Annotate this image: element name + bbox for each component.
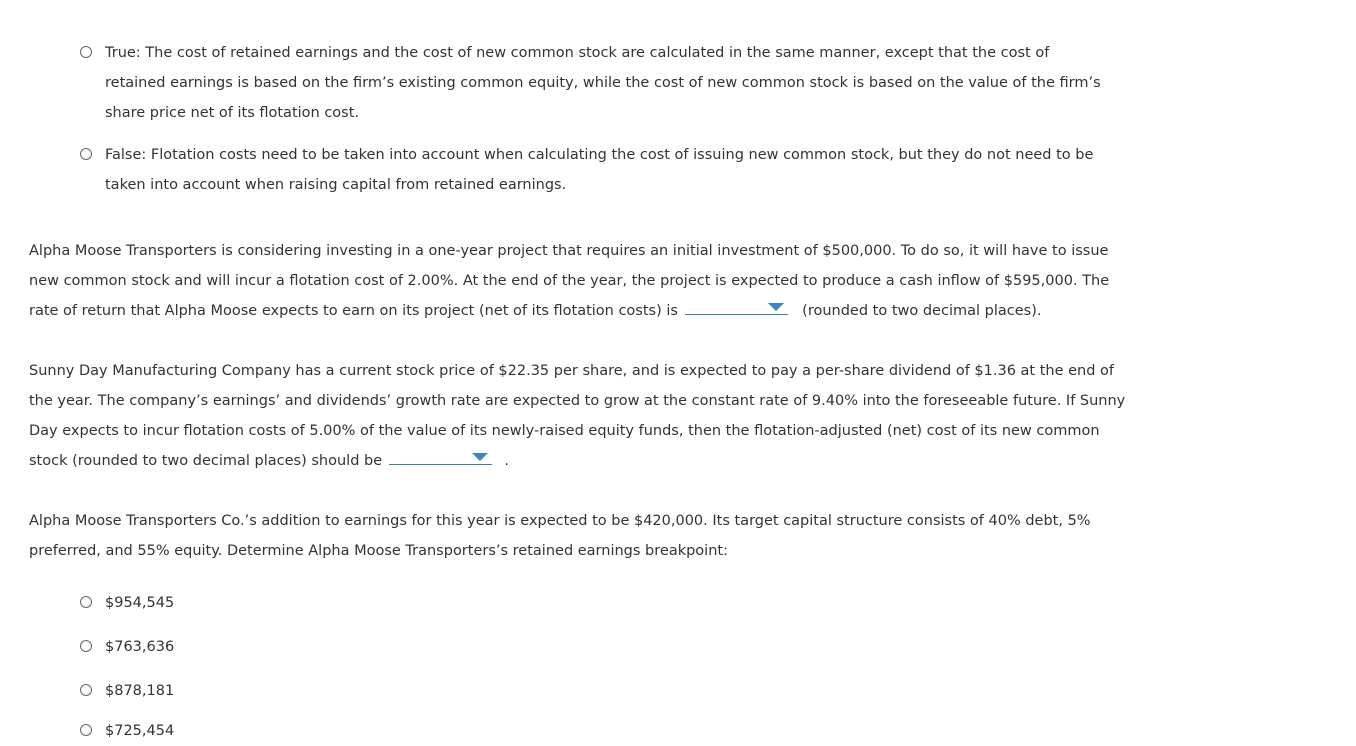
- option-false-text: [105, 140, 1093, 200]
- option-false-line-2: taken into account when raising capital from retained earnings.: [105, 177, 567, 193]
- alpha-moose-line-3-after: (rounded to two decimal places).: [802, 303, 1042, 319]
- alpha-moose-line-3: [29, 296, 1109, 326]
- option-true-line-2: retained earnings is based on the firm’s existing common equity, while the cost of new common stock is based on the value of the firm’s: [105, 75, 1101, 91]
- radio-button-false[interactable]: [80, 148, 92, 160]
- sunny-day-question: [29, 356, 1125, 476]
- retained-earnings-question: [29, 506, 1091, 566]
- net-cost-dropdown[interactable]: [389, 447, 492, 465]
- radio-button[interactable]: [80, 684, 92, 696]
- alpha-moose-line-1: Alpha Moose Transporters is considering investing in a one-year project that requires an initial investment of $500,000. To do so, it will have to issue: [29, 243, 1109, 259]
- sunny-day-line-1: Sunny Day Manufacturing Company has a current stock price of $22.35 per share, and is expected to pay a per-share dividend of $1.36 at the end of: [29, 363, 1115, 379]
- option-true-line-3: share price net of its flotation cost.: [105, 105, 360, 121]
- option-true-line-1: True: The cost of retained earnings and the cost of new common stock are calculated in the same manner, except that the cost of: [105, 45, 1050, 61]
- breakpoint-option-4-label: $725,454: [105, 723, 175, 739]
- sunny-day-line-3: Day expects to incur flotation costs of 5.00% of the value of its newly-raised equity funds, then the flotation-adjusted (net) cost of its new common: [29, 423, 1100, 439]
- radio-button[interactable]: [80, 640, 92, 652]
- option-true-text: [105, 38, 1101, 128]
- option-false-line-1: False: Flotation costs need to be taken into account when calculating the cost of issuing new common stock, but they do not need to be: [105, 147, 1094, 163]
- alpha-moose-question: [29, 236, 1109, 326]
- radio-button[interactable]: [80, 724, 92, 736]
- breakpoint-option-2-label: $763,636: [105, 639, 175, 655]
- chevron-down-icon[interactable]: [768, 303, 784, 311]
- alpha-moose-line-3-before: rate of return that Alpha Moose expects to earn on its project (net of its flotation costs) is: [29, 303, 678, 319]
- breakpoint-option-3-label: $878,181: [105, 683, 175, 699]
- sunny-day-line-2: the year. The company’s earnings’ and dividends’ growth rate are expected to grow at the constant rate of 9.40% into the foreseeable future. If Sunny: [29, 393, 1126, 409]
- radio-button-true[interactable]: [80, 46, 92, 58]
- sunny-day-line-4: [29, 446, 1125, 476]
- retained-earnings-line-1: Alpha Moose Transporters Co.’s addition to earnings for this year is expected to be $420,000. Its target capital structure consists of 40% debt, 5%: [29, 513, 1091, 529]
- chevron-down-icon[interactable]: [472, 453, 488, 461]
- sunny-day-line-4-before: stock (rounded to two decimal places) should be: [29, 453, 383, 469]
- rate-of-return-dropdown[interactable]: [685, 297, 788, 315]
- retained-earnings-line-2: preferred, and 55% equity. Determine Alpha Moose Transporters’s retained earnings breakpoint:: [29, 543, 728, 559]
- alpha-moose-line-2: new common stock and will incur a flotation cost of 2.00%. At the end of the year, the project is expected to produce a cash inflow of $595,000. The: [29, 273, 1110, 289]
- radio-button[interactable]: [80, 596, 92, 608]
- sunny-day-line-4-after: .: [504, 453, 509, 469]
- breakpoint-option-1-label: $954,545: [105, 595, 175, 611]
